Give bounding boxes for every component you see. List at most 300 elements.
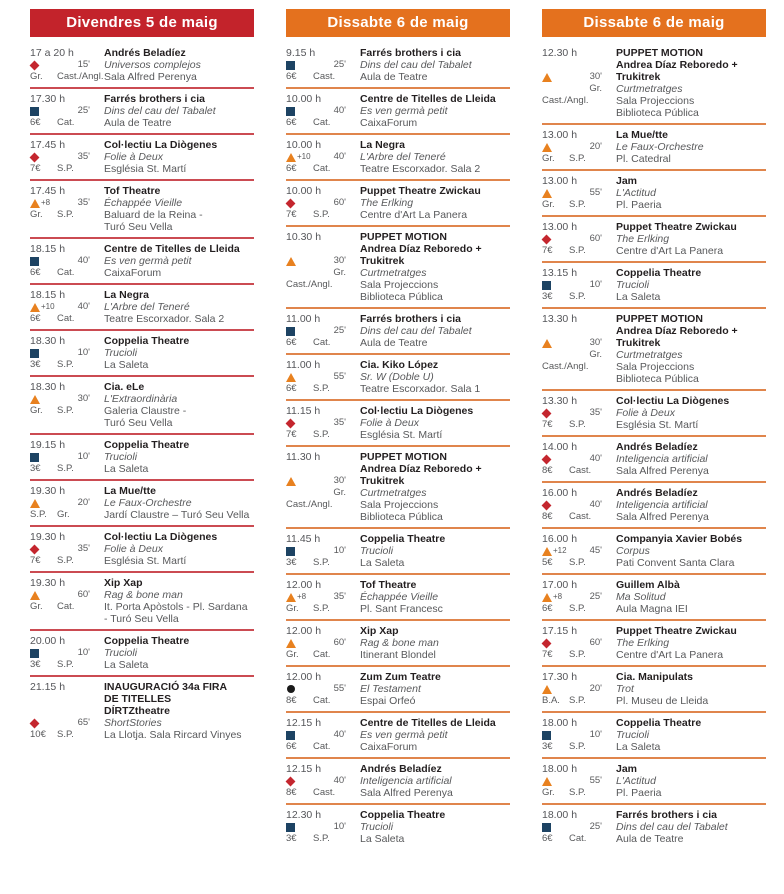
event-details [616,313,766,385]
event-venue: La Llotja. Sala Rircard Vinyes [104,729,242,741]
diamond-icon [30,60,40,70]
event-details [616,671,766,707]
event-title: Farrés brothers i cia [360,313,461,325]
price-language-row [542,465,612,477]
event-venue: CaixaForum [104,267,162,279]
event-entry [286,621,510,667]
spacer [286,463,356,475]
duration-row [30,589,100,601]
event-venue: Biblioteca Pública [616,373,699,385]
event-language: S.P. [313,833,330,844]
event-price: 6€ [542,603,553,614]
event-subtitle: The Erlking [616,637,670,649]
event-subtitle: Rag & bone man [104,589,183,601]
event-title: PUPPET MOTION [616,313,703,325]
price-language-row [286,117,356,129]
event-subtitle: Folie à Deux [360,417,419,429]
event-title: Andrés Beladíez [104,47,186,59]
event-venue: Biblioteca Pública [360,291,443,303]
price-language-row [286,429,356,441]
event-price: 7€ [542,245,553,256]
event-details [360,93,510,129]
event-title: Col·lectiu La Diògenes [104,139,218,151]
event-venue: Turó Seu Vella [104,221,173,233]
age-rating: +8 [297,592,307,601]
event-duration: 30' [589,71,602,82]
price-language-row [286,209,356,221]
event-title: Farrés brothers i cia [616,809,717,821]
event-venue: La Saleta [360,833,405,845]
event-details [360,359,510,395]
event-meta [542,313,616,385]
event-time: 12.15 h [286,717,322,729]
event-details [616,47,766,119]
event-details [104,243,254,279]
event-time: 10.00 h [286,93,322,105]
event-language: S.P. [569,649,586,660]
event-time: 17.30 h [30,93,66,105]
event-venue: Centre d'Art La Panera [616,245,724,257]
spacer [30,693,100,705]
event-venue: Galeria Claustre - [104,405,187,417]
event-title: Trukitrek [616,71,661,83]
event-title: Col·lectiu La Diògenes [104,531,218,543]
event-details [360,313,510,349]
event-title: Andrea Díaz Reboredo + [360,463,482,475]
event-subtitle: Curtmetratges [616,83,683,95]
event-subtitle: Trucioli [104,647,138,659]
event-time: 19.30 h [30,531,66,543]
event-language: S.P. [313,603,330,614]
diamond-icon [30,544,40,554]
duration-row [30,197,100,209]
event-duration: 10' [77,451,90,462]
event-entry [286,575,510,621]
event-venue: CaixaForum [360,741,418,753]
event-time: 18.15 h [30,243,66,255]
event-duration: 60' [333,637,346,648]
event-duration: 25' [77,105,90,116]
event-price: 8€ [286,695,297,706]
event-price: 3€ [286,833,297,844]
event-title: Coppelia Theatre [616,717,702,729]
square-icon [542,823,551,832]
event-title: Centre de Titelles de Lleida [360,93,496,105]
event-subtitle: L'Arbre del Teneré [360,151,446,163]
duration-row [542,729,612,741]
square-icon [542,281,551,290]
event-details [104,439,254,475]
price-language-row [30,601,100,613]
event-meta [286,671,360,707]
event-subtitle: Inteligencia artificial [360,775,452,787]
duration-row [542,279,612,291]
event-time: 11.45 h [286,533,321,545]
duration-row [30,59,100,71]
event-language: S.P. [313,209,330,220]
event-venue: Església St. Martí [104,555,187,567]
event-price: 7€ [542,419,553,430]
event-price: 6€ [30,117,41,128]
price-language-row [30,729,100,741]
event-meta [286,231,360,303]
event-price: 6€ [286,163,297,174]
event-meta [286,185,360,221]
event-duration: 40' [589,453,602,464]
price-language-row [30,509,100,521]
event-meta [542,487,616,523]
duration-row [286,775,356,787]
event-title: Coppelia Theatre [616,267,702,279]
price-language-row [542,153,612,165]
event-subtitle: L'Actitud [616,187,656,199]
event-details [360,139,510,175]
triangle-icon [30,499,40,508]
event-title: Jam [616,763,638,775]
event-time: 19.30 h [30,485,66,497]
price-language-row [542,649,612,661]
event-title: PUPPET MOTION [360,451,447,463]
event-price: 8€ [542,511,553,522]
price-language-row [286,649,356,661]
event-venue: It. Porta Apòstols - Pl. Sardana [104,601,248,613]
event-language: Cast./Angl. [542,361,589,372]
event-entry [30,43,254,89]
event-language: S.P. [57,359,74,370]
event-time: 19.15 h [30,439,66,451]
event-language: S.P. [569,291,586,302]
event-entry [30,481,254,527]
event-time: 18.30 h [30,335,66,347]
square-icon [286,107,295,116]
duration-row [30,301,100,313]
event-details [360,405,510,441]
event-meta [286,625,360,661]
event-venue: Església St. Martí [360,429,443,441]
event-title: Col·lectiu La Diògenes [616,395,730,407]
event-title: Puppet Theatre Zwickau [360,185,481,197]
triangle-icon [542,189,552,198]
event-details [616,441,766,477]
event-language: Cast./Angl. [57,71,104,82]
event-entry [542,309,766,391]
event-subtitle: Trucioli [616,279,650,291]
event-price: 7€ [542,649,553,660]
event-price: 3€ [30,463,41,474]
event-entry [542,391,766,437]
triangle-icon [286,639,296,648]
duration-row [542,591,612,603]
event-title: Zum Zum Teatre [360,671,441,683]
event-price: Gr. [542,199,555,210]
event-language: Cast. [569,465,592,476]
event-venue: Pl. Paeria [616,787,662,799]
event-time: 10.00 h [286,185,322,197]
event-duration: 30' [589,337,602,348]
event-duration: 40' [77,255,90,266]
event-price: Gr. [542,787,555,798]
event-entry [542,805,766,849]
event-language: S.P. [313,429,330,440]
event-price: Gr. [542,153,555,164]
event-venue: - Turó Seu Vella [104,613,179,625]
square-icon [286,61,295,70]
event-meta [286,533,360,569]
diamond-icon [542,500,552,510]
event-entry [286,667,510,713]
event-time: 12.00 h [286,579,322,591]
triangle-icon [542,143,552,152]
duration-row [30,497,100,509]
event-entry [286,309,510,355]
event-language: Cat. [57,267,75,278]
event-details [616,717,766,753]
event-language: Cat. [313,741,331,752]
event-entry [30,573,254,631]
event-venue: Jardí Claustre – Turó Seu Vella [104,509,250,521]
event-price: 7€ [30,555,41,566]
event-meta [30,93,104,129]
event-price: 6€ [542,833,553,844]
event-meta [286,451,360,523]
duration-row [542,545,612,557]
event-price: 3€ [542,741,553,752]
event-venue: Aula de Teatre [616,833,684,845]
event-time: 13.00 h [542,129,578,141]
event-time: 13.00 h [542,221,578,233]
event-venue: Baluard de la Reina - [104,209,203,221]
event-language: Cat. [57,313,75,324]
event-time: 17.45 h [30,139,66,151]
event-venue: La Saleta [360,557,405,569]
spacer [542,59,612,71]
duration-row [30,647,100,659]
event-subtitle: Curtmetratges [360,487,427,499]
event-details [616,625,766,661]
event-meta [30,185,104,233]
event-time: 18.00 h [542,809,578,821]
event-details [616,533,766,569]
event-price: 3€ [542,291,553,302]
event-subtitle: Es ven germà petit [360,105,448,117]
duration-row [542,637,612,649]
event-entry [286,89,510,135]
event-entry [286,227,510,309]
event-title: Cia. Manipulats [616,671,694,683]
event-time: 16.00 h [542,533,578,545]
event-language: Cat. [57,601,75,612]
event-title: Puppet Theatre Zwickau [616,221,737,233]
event-details [616,763,766,799]
price-language-row [30,555,100,567]
event-language: Cat. [313,163,331,174]
event-entry [286,43,510,89]
event-subtitle: The Erlking [360,197,414,209]
event-title: Jam [616,175,638,187]
event-time: 11.30 h [286,451,321,463]
event-language: S.P. [569,603,586,614]
event-venue: Sala Alfred Perenya [616,465,709,477]
event-meta [30,681,104,741]
circle-icon [287,685,295,693]
event-subtitle: Le Faux-Orchestre [616,141,704,153]
event-venue: La Saleta [104,463,149,475]
price-language-row [30,117,100,129]
price-language-row [542,557,612,569]
square-icon [30,649,39,658]
event-meta [542,129,616,165]
event-venue: Biblioteca Pública [360,511,443,523]
event-time: 13.30 h [542,395,578,407]
event-subtitle: Le Faux-Orchestre [104,497,192,509]
event-meta [30,577,104,625]
price-language-row [286,695,356,707]
event-venue: Església St. Martí [104,163,187,175]
event-venue: Sala Alfred Perenya [616,511,709,523]
event-duration: 40' [333,775,346,786]
event-entry [286,135,510,181]
event-meta [30,289,104,325]
event-details [360,451,510,523]
event-time: 12.30 h [286,809,322,821]
duration-row [286,59,356,71]
event-title: DÍRTZtheatre [104,705,170,717]
event-meta [30,243,104,279]
event-duration: 20' [589,683,602,694]
event-language: S.P. [57,659,74,670]
duration-row [30,151,100,163]
event-title: INAUGURACIÓ 34a FIRA [104,681,228,693]
event-details [616,267,766,303]
event-meta [286,579,360,615]
event-duration: 60' [333,197,346,208]
event-duration: 40' [333,151,346,162]
event-details [104,289,254,325]
event-price: 8€ [542,465,553,476]
price-language-row [286,741,356,753]
event-subtitle: L'Actitud [616,775,656,787]
event-language: Cat. [313,695,331,706]
square-icon [30,453,39,462]
event-duration: 65' [77,717,90,728]
event-details [360,763,510,799]
event-duration: 30' [333,255,346,266]
event-language: S.P. [57,163,74,174]
event-meta [30,635,104,671]
event-subtitle: El Testament [360,683,421,695]
duration-row [542,775,612,787]
event-time: 12.15 h [286,763,322,775]
event-subtitle: Dins del cau del Tabalet [616,821,728,833]
event-duration: 60' [589,637,602,648]
event-language: S.P. [57,209,74,220]
duration-row [286,105,356,117]
event-entry [542,125,766,171]
event-time: 12.00 h [286,625,322,637]
price-language-row [286,71,356,83]
event-subtitle: Échappée Vieille [104,197,183,209]
event-venue: Turó Seu Vella [104,417,173,429]
square-icon [286,731,295,740]
event-venue: La Saleta [104,659,149,671]
day-header: Divendres 5 de maig [30,9,254,37]
event-entry [30,631,254,677]
event-subtitle: Corpus [616,545,650,557]
event-duration: 20' [77,497,90,508]
triangle-icon [286,373,296,382]
event-venue: Aula Magna IEI [616,603,688,615]
event-duration: 45' [589,545,602,556]
event-duration: 55' [589,187,602,198]
event-subtitle: Curtmetratges [616,349,683,361]
event-meta [542,441,616,477]
event-time: 10.30 h [286,231,322,243]
event-price: Gr. [333,267,346,278]
event-details [360,579,510,615]
duration-row [286,683,356,695]
duration-row [30,255,100,267]
event-venue: Església St. Martí [616,419,699,431]
event-time: 18.30 h [30,381,66,393]
spacer [542,325,612,337]
event-venue: Sala Projeccions [360,499,439,511]
event-title: Tof Theatre [104,185,161,197]
triangle-icon [286,477,296,486]
diamond-icon [30,718,40,728]
event-title: Trukitrek [360,255,405,267]
event-price: 8€ [286,787,297,798]
event-duration: 25' [589,591,602,602]
price-language-row [30,209,100,221]
event-meta [542,579,616,615]
price-language-row [286,603,356,615]
event-subtitle: Universos complejos [104,59,201,71]
price-language-row [286,383,356,395]
event-entry [30,89,254,135]
event-entry [542,437,766,483]
event-language: S.P. [569,153,586,164]
duration-row [30,393,100,405]
event-language: S.P. [57,555,74,566]
event-meta [30,47,104,83]
event-duration: 35' [77,543,90,554]
event-details [616,809,766,845]
price-language-row [542,199,612,211]
age-rating: +10 [297,152,311,161]
event-details [616,129,766,165]
event-entry [286,355,510,401]
event-meta [542,717,616,753]
age-rating: +8 [41,198,51,207]
duration-row [286,255,356,267]
age-rating: +12 [553,546,567,555]
event-language: S.P. [57,463,74,474]
event-list [286,43,510,849]
event-language: Cat. [569,833,587,844]
event-time: 17.45 h [30,185,66,197]
event-venue: Sala Alfred Perenya [360,787,453,799]
duration-row [286,371,356,383]
event-details [616,175,766,211]
event-duration: 40' [333,105,346,116]
price-language-row [30,163,100,175]
event-venue: Espai Orfeó [360,695,416,707]
event-duration: 35' [77,197,90,208]
diamond-icon [286,418,296,428]
event-venue: Sala Projeccions [616,95,695,107]
event-title: Xip Xap [360,625,399,637]
duration-row [286,729,356,741]
